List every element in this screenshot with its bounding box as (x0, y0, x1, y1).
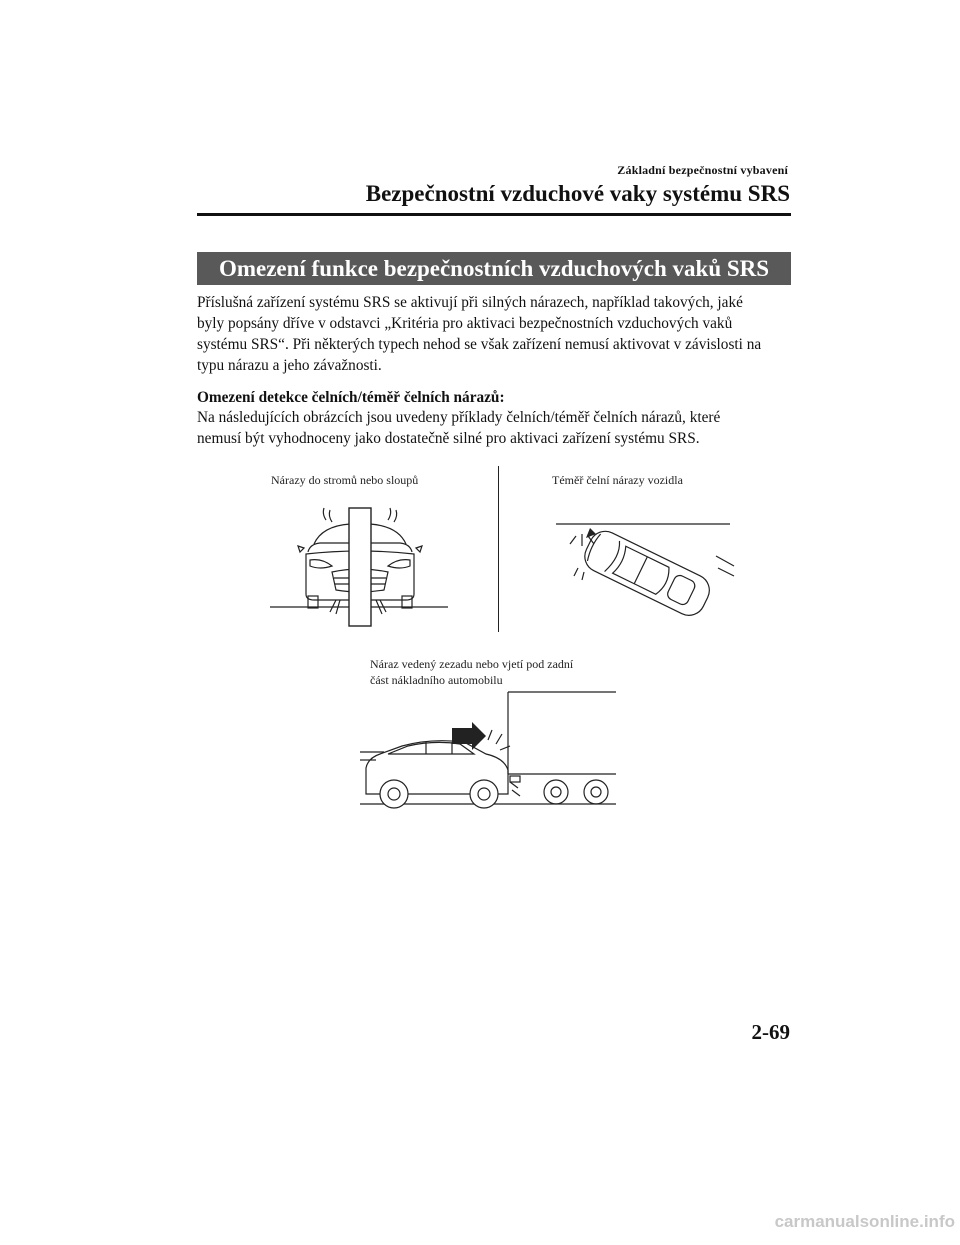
intro-paragraph (197, 292, 797, 376)
truck-caption-line: Náraz vedený zezadu nebo vjetí pod zadní (370, 657, 574, 671)
figure-divider (498, 466, 499, 632)
oblique-caption: Téměř čelní nárazy vozidla (552, 473, 683, 487)
header-rule (197, 213, 791, 216)
page-number: 2-69 (751, 1020, 790, 1044)
chapter-header: Základní bezpečnostní vybavení (617, 163, 788, 177)
detail-paragraph (197, 407, 797, 449)
intro-line: typu nárazu a jeho závažnosti. (197, 357, 382, 374)
section-title: Omezení funkce bezpečnostních vzduchových vaků SRS (218, 255, 770, 281)
subheading: Omezení detekce čelních/téměř čelních nárazů: (197, 389, 505, 406)
oblique-impact-illustration (548, 516, 736, 616)
intro-line: Příslušná zařízení systému SRS se aktivují při silných nárazech, například takových, jaké (197, 294, 743, 311)
pole-impact-illustration (270, 508, 450, 628)
page-title: Bezpečnostní vzduchové vaky systému SRS (365, 181, 790, 206)
watermark: carmanualsonline.info (774, 1212, 955, 1231)
arrow-right-icon (452, 722, 486, 750)
section-banner (197, 252, 791, 285)
truck-caption (370, 656, 573, 688)
pole-caption: Nárazy do stromů nebo sloupů (271, 473, 419, 487)
detail-line: nemusí být vyhodnoceny jako dostatečně silné pro aktivaci zařízení systému SRS. (197, 430, 700, 447)
truck-caption-line: část nákladního automobilu (370, 673, 503, 687)
intro-line: byly popsány dříve v odstavci „Kritéria pro aktivaci bezpečnostních vzduchových vaků (197, 315, 733, 332)
intro-line: systému SRS“. Při některých typech nehod se však zařízení nemusí aktivovat v závislosti na (197, 336, 762, 353)
detail-line: Na následujících obrázcích jsou uvedeny příklady čelních/téměř čelních nárazů, které (197, 409, 721, 426)
underride-impact-illustration (360, 690, 620, 810)
